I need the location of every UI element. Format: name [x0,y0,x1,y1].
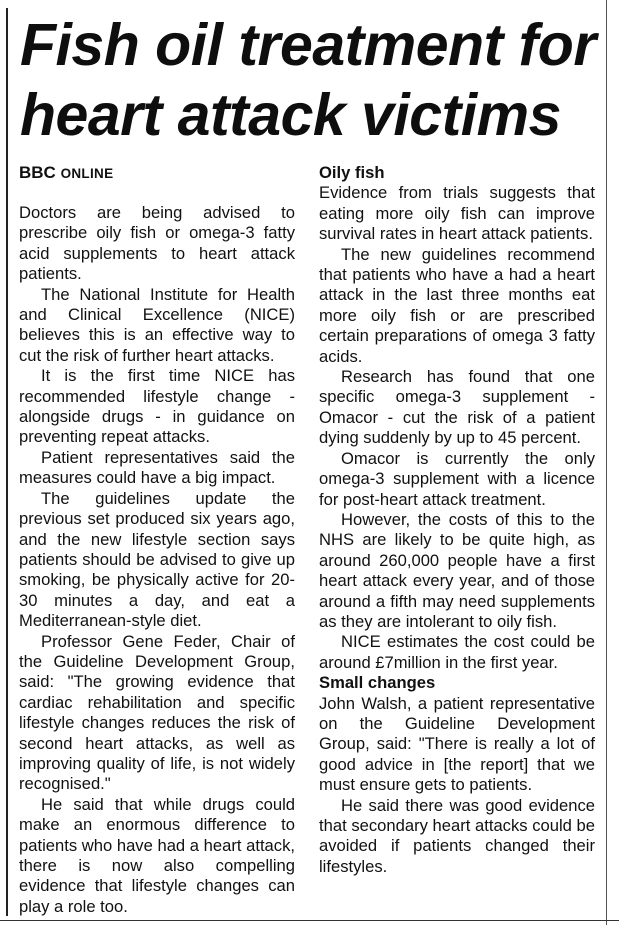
byline-source: BBC [19,163,56,182]
subheading-small-changes: Small changes [319,673,436,693]
paragraph: The new guidelines recommend that patients who have a had a heart attack in the last three months eat more oily fish or are prescribed certain preparations of omega 3 fatty acids. [319,244,595,366]
subheading-oily-fish: Oily fish [319,163,385,182]
article-column-left [19,163,295,917]
paragraph: Research has found that one specific omega-3 supplement - Omacor - cut the risk of a patient dying suddenly by up to 45 percent. [319,367,595,448]
paragraph: He said that while drugs could make an enormous difference to patients who have had a heart attack, there is now also compelling evidence that lifestyle changes can play a role too. [19,794,295,916]
article-column-right [319,163,595,877]
paragraph: The National Institute for Health and Clinical Excellence (NICE) believes this is an effective way to cut the risk of further heart attacks. [19,284,295,365]
paragraph: NICE estimates the cost could be around £7million in the first year. [319,632,595,672]
paragraph: Professor Gene Feder, Chair of the Guideline Development Group, said: "The growing evidence that cardiac rehabilitation and specific lifestyle changes reduces the risk of second heart attacks, as well as improving quality of life, is not widely recognised." [19,631,295,794]
paragraph: Doctors are being advised to prescribe oily fish or omega-3 fatty acid supplements to heart attack patients. [19,203,295,284]
paragraph: Patient representatives said the measures could have a big impact. [19,447,295,488]
bottom-rule [0,920,619,921]
paragraph: The guidelines update the previous set produced six years ago, and the new lifestyle section says patients should be advised to give up smoking, be physically active for 20-30 minutes a day, and eat a Mediterranean-style diet. [19,488,295,631]
byline-suffix: ONLINE [60,166,114,181]
paragraph: It is the first time NICE has recommended lifestyle change - alongside drugs - in guidance on preventing repeat attacks. [19,366,295,447]
paragraph: Evidence from trials suggests that eating more oily fish can improve survival rates in heart attack patients. [319,183,595,244]
paragraph: Omacor is currently the only omega-3 supplement with a licence for post-heart attack treatment. [319,448,595,509]
paragraph: John Walsh, a patient representative on the Guideline Development Group, said: "There is really a lot of good advice in [the report] that we must ensure gets to patients. [319,693,595,795]
left-column-rule [6,8,8,916]
paragraph: He said there was good evidence that secondary heart attacks could be avoided if patients changed their lifestyles. [319,795,595,876]
byline [19,163,295,184]
article-headline: Fish oil treatment for heart attack victims [20,12,596,148]
paragraph: However, the costs of this to the NHS are likely to be quite high, as around 260,000 people have a first heart attack every year, and of those around a fifth may need supplements as they are intolerant to oily fish. [319,509,595,631]
